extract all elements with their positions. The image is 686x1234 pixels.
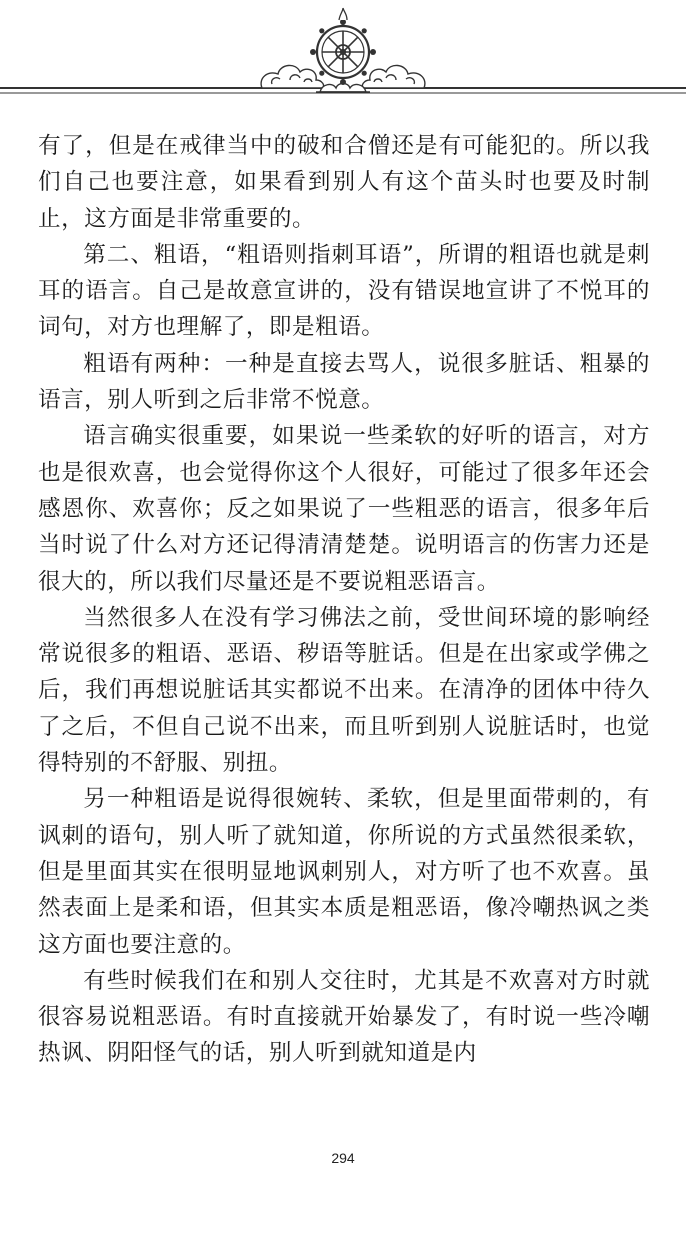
auspicious-cloud-icon [261, 65, 324, 88]
paragraph: 有了，但是在戒律当中的破和合僧还是有可能犯的。所以我们自己也要注意，如果看到别人有这个苗头时也要及时制止，这方面是非常重要的。 [38, 133, 650, 232]
paragraph: 粗语有两种：一种是直接去骂人，说很多脏话、粗暴的语言，别人听到之后非常不悦意。 [38, 350, 650, 414]
paragraph: 当然很多人在没有学习佛法之前，受世间环境的影响经常说很多的粗语、恶语、秽语等脏话。但是在出家或学佛之后，我们再想说脏话其实都说不出来。在清净的团体中待久了之后，不但自己说不出来，而且听到别人说脏话时，也觉得特别的不舒服、别扭。 [38, 604, 650, 777]
document-body [38, 128, 650, 1072]
paragraph: 有些时候我们在和别人交往时，尤其是不欢喜对方时就很容易说粗恶语。有时直接就开始暴发了，有时说一些冷嘲热讽、阴阳怪气的话，别人听到就知道是内 [38, 967, 650, 1067]
auspicious-cloud-icon [362, 65, 425, 88]
paragraph: 第二、粗语，“粗语则指刺耳语”，所谓的粗语也就是刺耳的语言。自己是故意宣讲的，没有错误地宣讲了不悦耳的词句，对方也理解了，即是粗语。 [38, 241, 650, 341]
page-number: 294 [331, 1150, 355, 1166]
dharma-wheel-icon [310, 8, 376, 85]
paragraph: 语言确实很重要，如果说一些柔软的好听的语言，对方也是很欢喜，也会觉得你这个人很好，可能过了很多年还会感恩你、欢喜你；反之如果说了一些粗恶的语言，很多年后当时说了什么对方还记得清清楚楚。说明语言的伤害力还是很大的，所以我们尽量还是不要说粗恶语言。 [38, 423, 650, 595]
paragraph: 另一种粗语是说得很婉转、柔软，但是里面带刺的，有讽刺的语句，别人听了就知道，你所说的方式虽然很柔软，但是里面其实在很明显地讽刺别人，对方听了也不欢喜。虽然表面上是柔和语，但其实本质是粗恶语，像冷嘲热讽之类这方面也要注意的。 [38, 786, 650, 958]
page-header [0, 0, 686, 110]
